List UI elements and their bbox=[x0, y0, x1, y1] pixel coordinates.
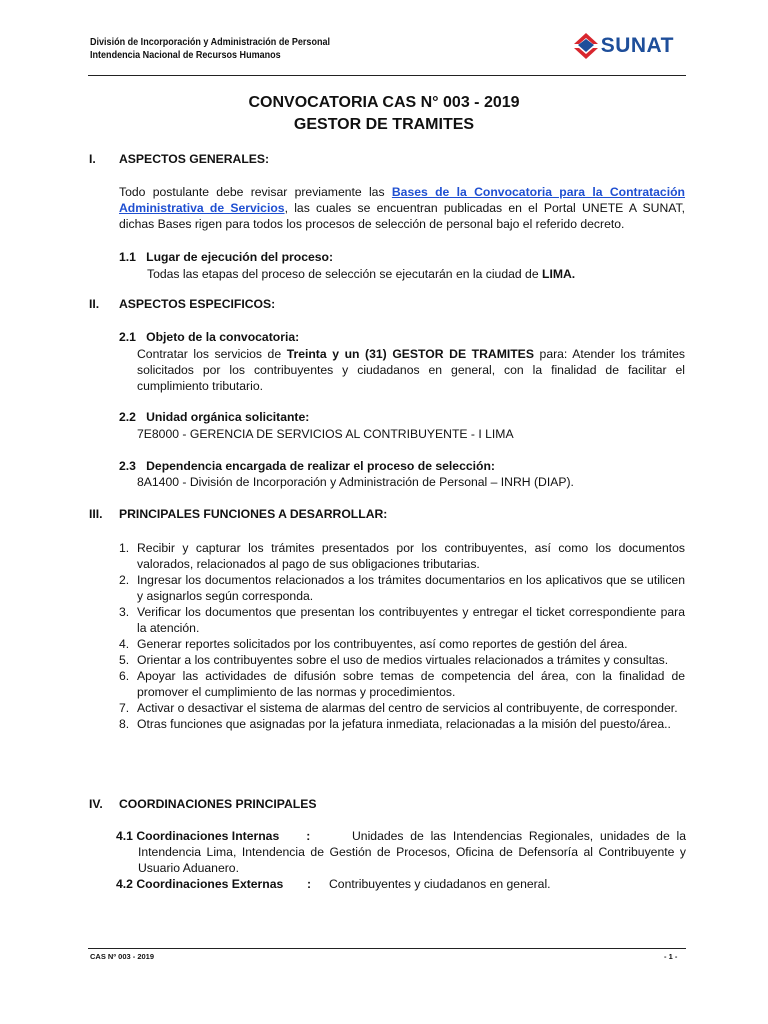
header-divider bbox=[88, 75, 686, 76]
header-division: División de Incorporación y Administración de Personal bbox=[90, 36, 331, 48]
section-1-heading: ASPECTOS GENERALES: bbox=[119, 152, 270, 166]
coordinaciones-externas bbox=[116, 876, 686, 892]
document-title: CONVOCATORIA CAS N° 003 - 2019 bbox=[248, 94, 520, 111]
subsection-2-2-heading: Unidad orgánica solicitante: bbox=[146, 410, 310, 424]
list-item bbox=[119, 668, 685, 700]
subsection-2-3-number: 2.3 bbox=[119, 459, 136, 473]
list-item-number: 2. bbox=[119, 573, 130, 587]
coordinaciones-internas bbox=[116, 828, 686, 876]
list-item-text: Generar reportes solicitados por los contribuyentes, así como reportes de gestión del área. bbox=[137, 637, 628, 651]
list-item-number: 5. bbox=[119, 653, 130, 667]
subsection-1-1-number: 1.1 bbox=[119, 250, 136, 264]
list-item bbox=[119, 652, 685, 668]
coordinaciones-externas-text: Contribuyentes y ciudadanos en general. bbox=[329, 877, 551, 891]
list-item bbox=[119, 604, 685, 636]
subsection-2-1-number: 2.1 bbox=[119, 330, 136, 344]
list-item bbox=[119, 716, 685, 732]
page-header bbox=[90, 36, 686, 76]
header-intendencia: Intendencia Nacional de Recursos Humanos bbox=[90, 49, 281, 61]
sunat-logo bbox=[573, 32, 674, 60]
document-subtitle: GESTOR DE TRAMITES bbox=[293, 116, 475, 133]
subsection-2-2-number: 2.2 bbox=[119, 410, 136, 424]
coordinaciones-internas-text: Unidades de las Intendencias Regionales, unidades de la Intendencia Lima, Intendencia de Gestión de Procesos, Oficina de Defensoría al Contribuyente y Usuario Aduanero. bbox=[138, 829, 686, 875]
list-item-text: Apoyar las actividades de difusión sobre temas de competencia del área, con la finalidad de promover el cumplimiento de las normas y procedimientos. bbox=[137, 669, 685, 699]
subsection-2-3-heading-row bbox=[119, 458, 495, 474]
section-1-number: I. bbox=[89, 152, 96, 166]
list-item-number: 4. bbox=[119, 637, 130, 651]
sunat-logo-icon bbox=[573, 32, 599, 60]
subsection-1-1-text bbox=[147, 266, 575, 282]
page-number: - 1 - bbox=[664, 952, 678, 961]
subsection-2-3-heading: Dependencia encargada de realizar el proceso de selección: bbox=[146, 459, 495, 473]
section-4-number: IV. bbox=[89, 797, 103, 811]
footer-divider bbox=[88, 948, 686, 949]
list-item-number: 8. bbox=[119, 717, 130, 731]
list-item-text: Ingresar los documentos relacionados a los trámites documentarios en los aplicativos que se utilicen y asignarlos según corresponda. bbox=[137, 573, 685, 603]
list-item bbox=[119, 540, 685, 572]
bases-convocatoria-link[interactable]: Bases de la Convocatoria para la Contratación Administrativa de Servicios bbox=[119, 185, 685, 215]
subsection-1-1-city: LIMA. bbox=[542, 267, 576, 281]
list-item bbox=[119, 636, 685, 652]
functions-list bbox=[119, 540, 685, 732]
list-item-text: Orientar a los contribuyentes sobre el uso de medios virtuales relacionados a trámites y consultas. bbox=[137, 653, 669, 667]
list-item-text: Otras funciones que asignadas por la jefatura inmediata, relacionadas a la misión del puesto/área.. bbox=[137, 717, 671, 731]
section-4-heading: COORDINACIONES PRINCIPALES bbox=[119, 797, 317, 811]
list-item-number: 6. bbox=[119, 669, 130, 683]
list-item bbox=[119, 572, 685, 604]
list-item-number: 7. bbox=[119, 701, 130, 715]
subsection-2-2-heading-row bbox=[119, 409, 309, 425]
section-2-number: II. bbox=[89, 297, 100, 311]
list-item-number: 3. bbox=[119, 605, 130, 619]
subsection-2-1-post: para: Atender los trámites solicitados por los contribuyentes y ciudadanos en general, con la finalidad de facilitar el cumplimiento tributario. bbox=[137, 347, 685, 393]
list-item-text: Verificar los documentos que presentan los contribuyentes y entregar el ticket correspondiente para la atención. bbox=[137, 605, 685, 635]
subsection-1-1-heading-row bbox=[119, 249, 333, 265]
section-1-paragraph bbox=[119, 184, 685, 232]
subsection-2-1-heading: Objeto de la convocatoria: bbox=[146, 330, 300, 344]
footer-reference: CAS Nº 003 - 2019 bbox=[90, 952, 155, 961]
section-1-text-post: , las cuales se encuentran publicadas en el Portal UNETE A SUNAT, dichas Bases rigen para todos los procesos de selección de personal bajo el referido decreto. bbox=[119, 201, 685, 231]
subsection-2-3-text: 8A1400 - División de Incorporación y Administración de Personal – INRH (DIAP). bbox=[137, 475, 574, 489]
subsection-1-1-body: Todas las etapas del proceso de selección se ejecutarán en la ciudad de bbox=[147, 267, 542, 281]
subsection-1-1-heading: Lugar de ejecución del proceso: bbox=[146, 250, 334, 264]
coordinaciones-internas-label: 4.1 Coordinaciones Internas : bbox=[116, 829, 311, 843]
subsection-2-1-pre: Contratar los servicios de bbox=[137, 347, 287, 361]
sunat-logo-text: SUNAT bbox=[600, 34, 674, 57]
subsection-2-1-text bbox=[137, 346, 685, 394]
subsection-2-2-text: 7E8000 - GERENCIA DE SERVICIOS AL CONTRIBUYENTE - I LIMA bbox=[137, 427, 514, 441]
list-item-text: Activar o desactivar el sistema de alarmas del centro de servicios al contribuyente, de corresponder. bbox=[137, 701, 678, 715]
section-2-heading: ASPECTOS ESPECIFICOS: bbox=[119, 297, 276, 311]
list-item-text: Recibir y capturar los trámites presentados por los contribuyentes, así como los documentos valorados, relacionados al pago de sus obligaciones tributarias. bbox=[137, 541, 685, 571]
list-item bbox=[119, 700, 685, 716]
section-1-text-pre: Todo postulante debe revisar previamente las bbox=[119, 185, 392, 199]
subsection-2-1-heading-row bbox=[119, 329, 299, 345]
list-item-number: 1. bbox=[119, 541, 130, 555]
coordinaciones-externas-label: 4.2 Coordinaciones Externas : bbox=[116, 877, 312, 891]
section-3-number: III. bbox=[89, 507, 103, 521]
subsection-2-1-bold: Treinta y un (31) GESTOR DE TRAMITES bbox=[286, 347, 534, 361]
section-3-heading: PRINCIPALES FUNCIONES A DESARROLLAR: bbox=[119, 507, 388, 521]
